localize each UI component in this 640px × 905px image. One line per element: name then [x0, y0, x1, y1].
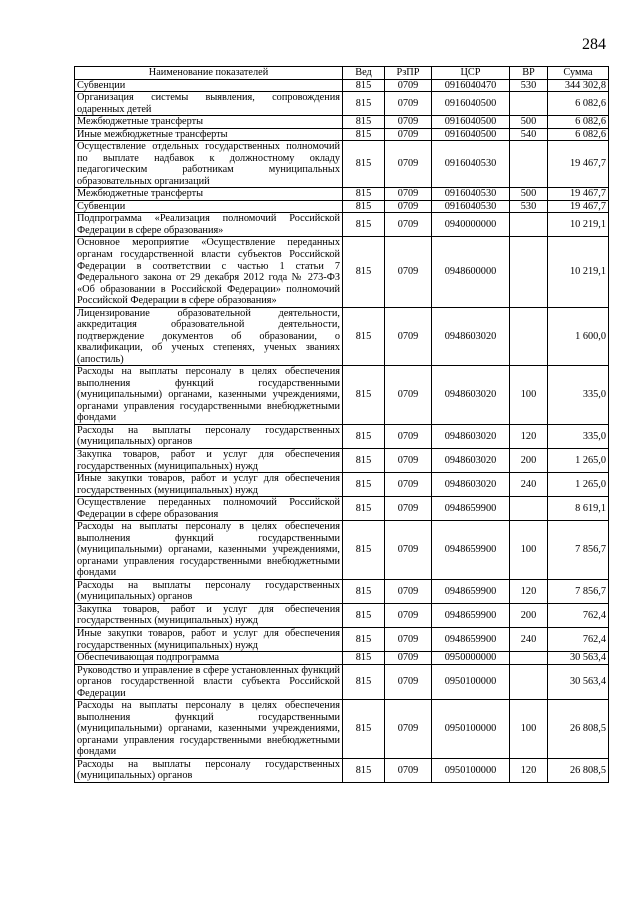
row-sum-cell: 1 265,0 [548, 473, 609, 497]
table-row [75, 188, 609, 201]
row-vr-cell: 100 [510, 366, 548, 425]
row-name-cell: Иные закупки товаров, работ и услуг для обеспечения государственных (муниципальных) нужд [75, 473, 343, 497]
row-csr-cell: 0948659900 [432, 627, 510, 651]
row-ved-cell: 815 [343, 307, 385, 366]
header-rzpr: РзПР [385, 67, 432, 80]
row-csr-cell: 0916040500 [432, 128, 510, 141]
header-sum: Сумма [548, 67, 609, 80]
row-csr-cell: 0948603020 [432, 473, 510, 497]
row-csr-cell: 0948603020 [432, 366, 510, 425]
table-row [75, 424, 609, 448]
row-name-cell: Лицензирование образовательной деятельности, аккредитация образовательной деятельности, подтверждение документов об образовании, о квалификации, об ученых степенях, ученых званиях (апостиль) [75, 307, 343, 366]
row-name-cell: Расходы на выплаты персоналу государственных (муниципальных) органов [75, 758, 343, 782]
table-row [75, 521, 609, 580]
row-sum-cell: 8 619,1 [548, 497, 609, 521]
row-csr-cell: 0948659900 [432, 579, 510, 603]
row-name-cell: Руководство и управление в сфере установленных функций органов государственной власти субъекта Российской Федерации [75, 664, 343, 700]
row-rzpr-cell: 0709 [385, 497, 432, 521]
budget-table [74, 66, 609, 783]
table-body [75, 79, 609, 782]
table-header [75, 67, 609, 80]
row-sum-cell: 19 467,7 [548, 200, 609, 213]
row-vr-cell [510, 307, 548, 366]
row-vr-cell: 530 [510, 79, 548, 92]
table-row [75, 116, 609, 129]
row-name-cell: Подпрограмма «Реализация полномочий Российской Федерации в сфере образования» [75, 213, 343, 237]
row-rzpr-cell: 0709 [385, 603, 432, 627]
row-sum-cell: 10 219,1 [548, 237, 609, 307]
row-rzpr-cell: 0709 [385, 141, 432, 188]
row-rzpr-cell: 0709 [385, 307, 432, 366]
row-name-cell: Осуществление отдельных государственных полномочий по выплате надбавок к должностному окладу педагогическим работникам муниципальных образовательных организаций [75, 141, 343, 188]
table-row [75, 700, 609, 759]
row-ved-cell: 815 [343, 627, 385, 651]
row-sum-cell: 19 467,7 [548, 188, 609, 201]
row-rzpr-cell: 0709 [385, 700, 432, 759]
table-row [75, 128, 609, 141]
row-name-cell: Расходы на выплаты персоналу государственных (муниципальных) органов [75, 424, 343, 448]
row-name-cell: Закупка товаров, работ и услуг для обеспечения государственных (муниципальных) нужд [75, 449, 343, 473]
row-csr-cell: 0948603020 [432, 424, 510, 448]
row-ved-cell: 815 [343, 424, 385, 448]
row-name-cell: Организация системы выявления, сопровождения одаренных детей [75, 92, 343, 116]
row-rzpr-cell: 0709 [385, 449, 432, 473]
row-csr-cell: 0916040500 [432, 92, 510, 116]
row-csr-cell: 0948659900 [432, 603, 510, 627]
row-vr-cell [510, 92, 548, 116]
row-name-cell: Субвенции [75, 200, 343, 213]
row-name-cell: Межбюджетные трансферты [75, 116, 343, 129]
row-ved-cell: 815 [343, 79, 385, 92]
row-ved-cell: 815 [343, 449, 385, 473]
row-csr-cell: 0950000000 [432, 652, 510, 665]
row-vr-cell: 100 [510, 700, 548, 759]
row-vr-cell: 120 [510, 758, 548, 782]
row-vr-cell: 100 [510, 521, 548, 580]
row-rzpr-cell: 0709 [385, 128, 432, 141]
row-sum-cell: 762,4 [548, 627, 609, 651]
table-row [75, 627, 609, 651]
table-row [75, 603, 609, 627]
row-rzpr-cell: 0709 [385, 237, 432, 307]
row-vr-cell: 500 [510, 116, 548, 129]
table-row [75, 92, 609, 116]
row-rzpr-cell: 0709 [385, 188, 432, 201]
row-sum-cell: 335,0 [548, 366, 609, 425]
table-row [75, 449, 609, 473]
row-csr-cell: 0948659900 [432, 521, 510, 580]
row-rzpr-cell: 0709 [385, 758, 432, 782]
row-vr-cell: 540 [510, 128, 548, 141]
table-row [75, 579, 609, 603]
table-row [75, 200, 609, 213]
row-rzpr-cell: 0709 [385, 664, 432, 700]
row-name-cell: Обеспечивающая подпрограмма [75, 652, 343, 665]
row-name-cell: Межбюджетные трансферты [75, 188, 343, 201]
table-row [75, 79, 609, 92]
row-vr-cell [510, 141, 548, 188]
row-ved-cell: 815 [343, 521, 385, 580]
row-csr-cell: 0950100000 [432, 758, 510, 782]
row-name-cell: Иные межбюджетные трансферты [75, 128, 343, 141]
row-sum-cell: 335,0 [548, 424, 609, 448]
row-rzpr-cell: 0709 [385, 521, 432, 580]
row-rzpr-cell: 0709 [385, 579, 432, 603]
row-csr-cell: 0940000000 [432, 213, 510, 237]
row-ved-cell: 815 [343, 92, 385, 116]
row-rzpr-cell: 0709 [385, 79, 432, 92]
row-sum-cell: 19 467,7 [548, 141, 609, 188]
header-name: Наименование показателей [75, 67, 343, 80]
row-vr-cell: 200 [510, 449, 548, 473]
row-csr-cell: 0948659900 [432, 497, 510, 521]
row-ved-cell: 815 [343, 237, 385, 307]
row-sum-cell: 30 563,4 [548, 664, 609, 700]
row-ved-cell: 815 [343, 473, 385, 497]
header-ved: Вед [343, 67, 385, 80]
row-name-cell: Субвенции [75, 79, 343, 92]
row-ved-cell: 815 [343, 213, 385, 237]
row-ved-cell: 815 [343, 116, 385, 129]
table-row [75, 664, 609, 700]
row-csr-cell: 0948603020 [432, 307, 510, 366]
row-ved-cell: 815 [343, 497, 385, 521]
row-csr-cell: 0948600000 [432, 237, 510, 307]
table-row [75, 141, 609, 188]
row-sum-cell: 6 082,6 [548, 116, 609, 129]
row-ved-cell: 815 [343, 188, 385, 201]
row-name-cell: Расходы на выплаты персоналу государственных (муниципальных) органов [75, 579, 343, 603]
row-sum-cell: 26 808,5 [548, 700, 609, 759]
row-csr-cell: 0950100000 [432, 700, 510, 759]
table-row [75, 473, 609, 497]
row-rzpr-cell: 0709 [385, 200, 432, 213]
row-name-cell: Расходы на выплаты персоналу в целях обеспечения выполнения функций государственными (муниципальными) органами, казенными учреждениями, органами управления государственными внебюджетными фондами [75, 521, 343, 580]
row-rzpr-cell: 0709 [385, 116, 432, 129]
row-ved-cell: 815 [343, 141, 385, 188]
row-vr-cell: 530 [510, 200, 548, 213]
row-sum-cell: 6 082,6 [548, 128, 609, 141]
row-name-cell: Осуществление переданных полномочий Российской Федерации в сфере образования [75, 497, 343, 521]
table-row [75, 366, 609, 425]
row-csr-cell: 0948603020 [432, 449, 510, 473]
row-sum-cell: 7 856,7 [548, 579, 609, 603]
row-sum-cell: 344 302,8 [548, 79, 609, 92]
row-csr-cell: 0916040530 [432, 200, 510, 213]
row-sum-cell: 30 563,4 [548, 652, 609, 665]
row-sum-cell: 1 600,0 [548, 307, 609, 366]
row-sum-cell: 10 219,1 [548, 213, 609, 237]
table-row [75, 758, 609, 782]
row-rzpr-cell: 0709 [385, 92, 432, 116]
row-rzpr-cell: 0709 [385, 213, 432, 237]
row-vr-cell [510, 664, 548, 700]
row-ved-cell: 815 [343, 700, 385, 759]
table-row [75, 237, 609, 307]
header-vr: ВР [510, 67, 548, 80]
row-csr-cell: 0916040530 [432, 188, 510, 201]
row-vr-cell [510, 237, 548, 307]
table-row [75, 497, 609, 521]
row-name-cell: Основное мероприятие «Осуществление переданных органам государственной власти субъектов Российской Федерации в соответствии с частью 1 статьи 7 Федерального закона от 29 декабря 2012 года № 273-ФЗ «Об образовании в Российской Федерации» полномочий Российской Федерации в сфере образования» [75, 237, 343, 307]
row-csr-cell: 0916040470 [432, 79, 510, 92]
row-name-cell: Расходы на выплаты персоналу в целях обеспечения выполнения функций государственными (муниципальными) органами, казенными учреждениями, органами управления государственными внебюджетными фондами [75, 366, 343, 425]
row-ved-cell: 815 [343, 200, 385, 213]
row-ved-cell: 815 [343, 128, 385, 141]
table-row [75, 213, 609, 237]
row-ved-cell: 815 [343, 603, 385, 627]
row-vr-cell: 500 [510, 188, 548, 201]
row-sum-cell: 7 856,7 [548, 521, 609, 580]
row-vr-cell: 200 [510, 603, 548, 627]
row-ved-cell: 815 [343, 652, 385, 665]
table-row [75, 652, 609, 665]
row-sum-cell: 6 082,6 [548, 92, 609, 116]
row-name-cell: Иные закупки товаров, работ и услуг для обеспечения государственных (муниципальных) нужд [75, 627, 343, 651]
row-vr-cell: 120 [510, 424, 548, 448]
row-ved-cell: 815 [343, 579, 385, 603]
row-vr-cell [510, 652, 548, 665]
row-vr-cell: 240 [510, 627, 548, 651]
row-csr-cell: 0950100000 [432, 664, 510, 700]
row-ved-cell: 815 [343, 366, 385, 425]
row-rzpr-cell: 0709 [385, 627, 432, 651]
row-rzpr-cell: 0709 [385, 652, 432, 665]
row-vr-cell [510, 497, 548, 521]
page-number: 284 [582, 36, 606, 53]
row-rzpr-cell: 0709 [385, 366, 432, 425]
row-vr-cell [510, 213, 548, 237]
row-vr-cell: 240 [510, 473, 548, 497]
row-rzpr-cell: 0709 [385, 424, 432, 448]
row-sum-cell: 762,4 [548, 603, 609, 627]
row-name-cell: Закупка товаров, работ и услуг для обеспечения государственных (муниципальных) нужд [75, 603, 343, 627]
row-ved-cell: 815 [343, 664, 385, 700]
row-sum-cell: 26 808,5 [548, 758, 609, 782]
row-csr-cell: 0916040530 [432, 141, 510, 188]
row-vr-cell: 120 [510, 579, 548, 603]
row-rzpr-cell: 0709 [385, 473, 432, 497]
row-csr-cell: 0916040500 [432, 116, 510, 129]
table-row [75, 307, 609, 366]
header-csr: ЦСР [432, 67, 510, 80]
row-ved-cell: 815 [343, 758, 385, 782]
row-sum-cell: 1 265,0 [548, 449, 609, 473]
row-name-cell: Расходы на выплаты персоналу в целях обеспечения выполнения функций государственными (муниципальными) органами, казенными учреждениями, органами управления государственными внебюджетными фондами [75, 700, 343, 759]
